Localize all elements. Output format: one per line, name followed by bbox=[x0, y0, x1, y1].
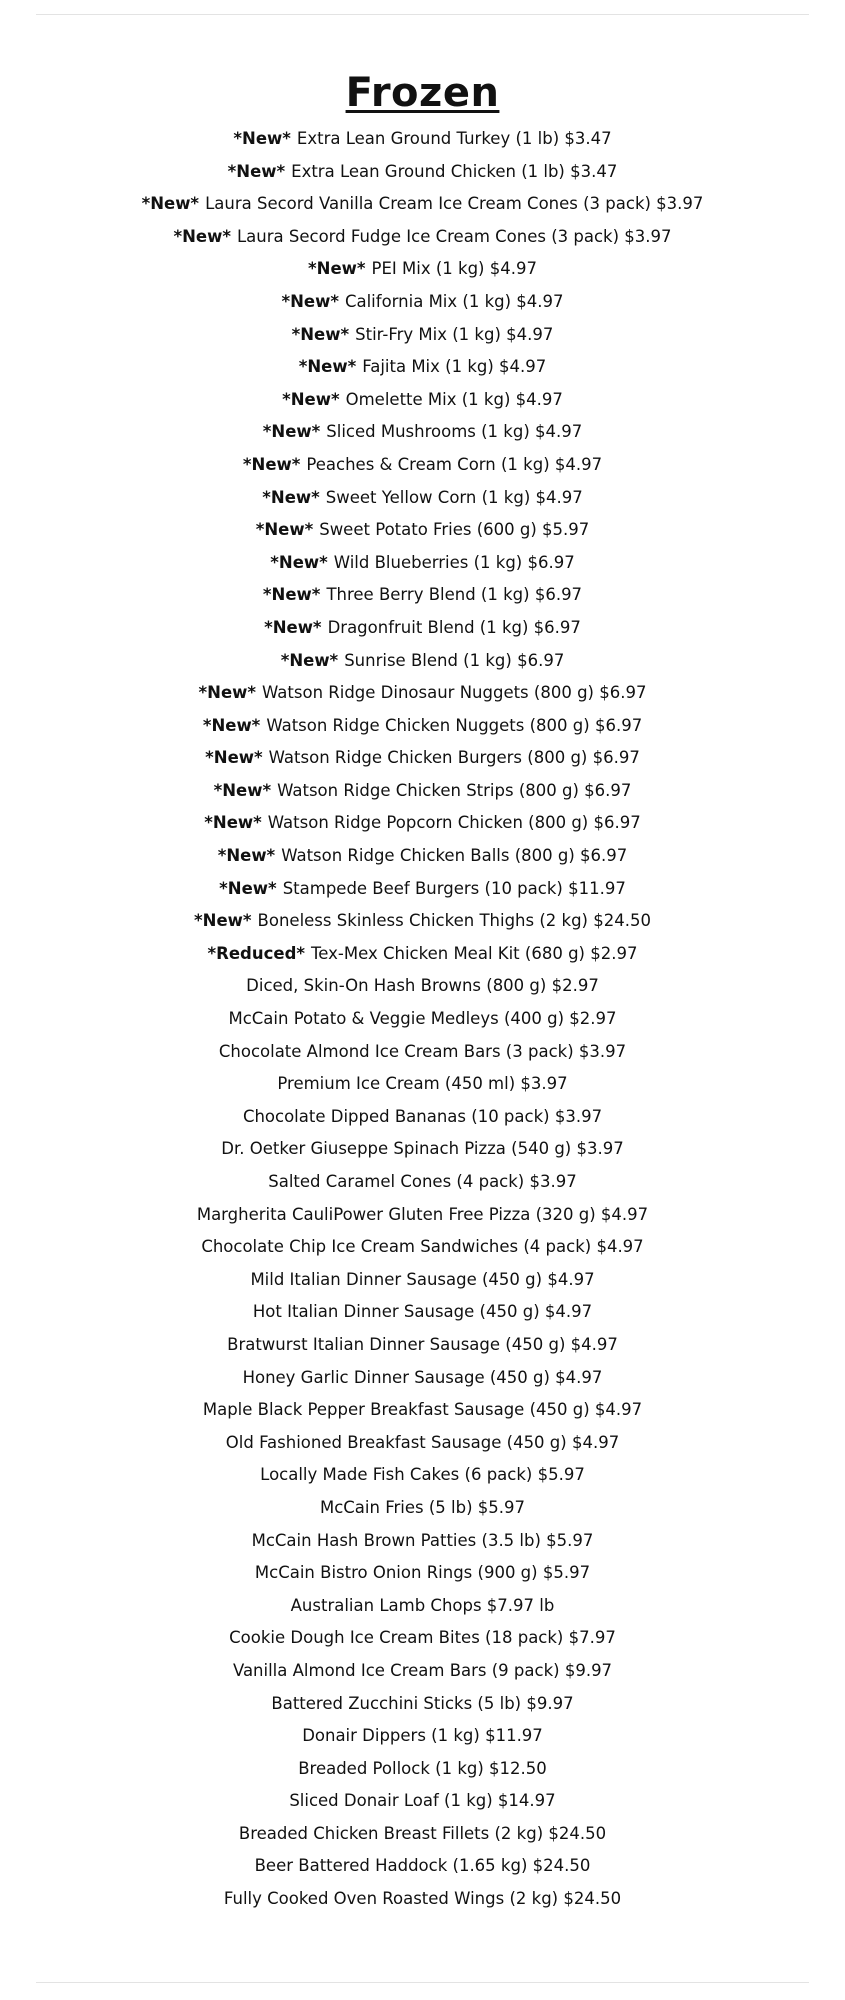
item-text: Beer Battered Haddock (1.65 kg) $24.50 bbox=[254, 1856, 591, 1876]
item-tag: *New* bbox=[298, 357, 357, 377]
item-tag: *New* bbox=[194, 911, 252, 931]
item-text: Extra Lean Ground Turkey (1 lb) $3.47 bbox=[296, 129, 612, 148]
list-item bbox=[0, 807, 845, 840]
item-tag: *New* bbox=[219, 878, 277, 898]
item-tag: *New* bbox=[227, 161, 286, 181]
list-item bbox=[0, 1264, 845, 1297]
item-text: Watson Ridge Chicken Nuggets (800 g) $6.97 bbox=[266, 715, 643, 735]
item-text: Cookie Dough Ice Cream Bites (18 pack) $7.97 bbox=[229, 1628, 616, 1648]
list-item bbox=[0, 1622, 845, 1655]
item-text: Sweet Yellow Corn (1 kg) $4.97 bbox=[325, 487, 583, 507]
item-text: Watson Ridge Chicken Balls (800 g) $6.97 bbox=[281, 846, 628, 866]
item-tag: *New* bbox=[213, 780, 272, 800]
list-item bbox=[0, 1525, 845, 1558]
list-item bbox=[0, 873, 845, 906]
item-text: Bratwurst Italian Dinner Sausage (450 g) $4.97 bbox=[227, 1334, 618, 1354]
list-item bbox=[0, 221, 845, 254]
list-item bbox=[0, 579, 845, 612]
list-item bbox=[0, 1883, 845, 1916]
item-tag: *New* bbox=[262, 487, 320, 507]
item-text: Fully Cooked Oven Roasted Wings (2 kg) $24.50 bbox=[223, 1889, 622, 1909]
item-tag: *New* bbox=[202, 715, 261, 735]
list-item bbox=[0, 1133, 845, 1166]
item-text: Chocolate Chip Ice Cream Sandwiches (4 pack) $4.97 bbox=[201, 1237, 644, 1257]
item-tag: *New* bbox=[281, 291, 339, 311]
item-tag: *New* bbox=[264, 617, 322, 637]
item-text: McCain Hash Brown Patties (3.5 lb) $5.97 bbox=[251, 1530, 594, 1550]
item-text: Wild Blueberries (1 kg) $6.97 bbox=[333, 552, 575, 572]
item-tag: *New* bbox=[205, 748, 263, 768]
list-item bbox=[0, 1427, 845, 1460]
list-item bbox=[0, 1557, 845, 1590]
item-text: Laura Secord Vanilla Cream Ice Cream Cones (3 pack) $3.97 bbox=[205, 194, 704, 214]
list-item bbox=[0, 1036, 845, 1069]
item-text: Sunrise Blend (1 kg) $6.97 bbox=[344, 650, 565, 670]
item-text: Stampede Beef Burgers (10 pack) $11.97 bbox=[282, 878, 626, 898]
item-text: Three Berry Blend (1 kg) $6.97 bbox=[326, 585, 583, 605]
list-item bbox=[0, 775, 845, 808]
item-text: Peaches & Cream Corn (1 kg) $4.97 bbox=[306, 454, 603, 474]
item-text: Margherita CauliPower Gluten Free Pizza (320 g) $4.97 bbox=[196, 1204, 649, 1224]
list-item bbox=[0, 384, 845, 417]
item-tag: *New* bbox=[270, 552, 328, 572]
item-text: Watson Ridge Chicken Strips (800 g) $6.97 bbox=[277, 780, 632, 800]
top-divider bbox=[36, 14, 809, 15]
item-text: Diced, Skin-On Hash Browns (800 g) $2.97 bbox=[246, 976, 599, 996]
item-text: Australian Lamb Chops $7.97 lb bbox=[290, 1595, 555, 1615]
item-text: Donair Dippers (1 kg) $11.97 bbox=[302, 1726, 543, 1746]
list-item bbox=[0, 1166, 845, 1199]
item-tag: *New* bbox=[291, 324, 350, 344]
item-text: Omelette Mix (1 kg) $4.97 bbox=[345, 389, 563, 409]
list-item bbox=[0, 123, 845, 156]
item-text: Premium Ice Cream (450 ml) $3.97 bbox=[277, 1074, 568, 1094]
list-item bbox=[0, 1459, 845, 1492]
item-text: PEI Mix (1 kg) $4.97 bbox=[371, 259, 537, 279]
item-text: Breaded Chicken Breast Fillets (2 kg) $24.50 bbox=[238, 1823, 607, 1843]
list-item bbox=[0, 547, 845, 580]
item-tag: *New* bbox=[255, 520, 314, 540]
item-text: Breaded Pollock (1 kg) $12.50 bbox=[298, 1758, 547, 1778]
item-text: California Mix (1 kg) $4.97 bbox=[344, 291, 564, 311]
list-item bbox=[0, 514, 845, 547]
item-text: Watson Ridge Popcorn Chicken (800 g) $6.97 bbox=[267, 813, 641, 833]
item-tag: *New* bbox=[173, 226, 231, 246]
item-tag: *New* bbox=[198, 683, 257, 703]
item-text: Maple Black Pepper Breakfast Sausage (450 g) $4.97 bbox=[202, 1400, 643, 1420]
list-item bbox=[0, 319, 845, 352]
list-item bbox=[0, 742, 845, 775]
item-text: Chocolate Almond Ice Cream Bars (3 pack) $3.97 bbox=[218, 1041, 627, 1061]
list-item bbox=[0, 253, 845, 286]
list-item bbox=[0, 1688, 845, 1721]
item-tag: *New* bbox=[141, 194, 200, 214]
list-item bbox=[0, 1394, 845, 1427]
list-item bbox=[0, 1199, 845, 1232]
item-text: McCain Potato & Veggie Medleys (400 g) $2.97 bbox=[228, 1009, 617, 1029]
list-item bbox=[0, 1850, 845, 1883]
item-text: Battered Zucchini Sticks (5 lb) $9.97 bbox=[271, 1693, 574, 1713]
list-item bbox=[0, 710, 845, 743]
item-text: Sweet Potato Fries (600 g) $5.97 bbox=[319, 520, 590, 540]
item-tag: *New* bbox=[282, 389, 340, 409]
list-item bbox=[0, 612, 845, 645]
page-title: Frozen bbox=[345, 69, 500, 116]
item-tag: *New* bbox=[217, 846, 276, 866]
item-text: Hot Italian Dinner Sausage (450 g) $4.97 bbox=[252, 1302, 593, 1322]
list-item bbox=[0, 1068, 845, 1101]
item-text: Watson Ridge Chicken Burgers (800 g) $6.97 bbox=[268, 748, 640, 768]
list-item bbox=[0, 1101, 845, 1134]
list-item bbox=[0, 351, 845, 384]
list-item bbox=[0, 1818, 845, 1851]
item-text: Boneless Skinless Chicken Thighs (2 kg) $24.50 bbox=[257, 911, 651, 931]
item-text: Locally Made Fish Cakes (6 pack) $5.97 bbox=[260, 1465, 585, 1485]
list-item bbox=[0, 1590, 845, 1623]
item-tag: *New* bbox=[280, 650, 339, 670]
item-text: Tex-Mex Chicken Meal Kit (680 g) $2.97 bbox=[311, 943, 638, 963]
list-item bbox=[0, 286, 845, 319]
item-tag: *New* bbox=[204, 813, 262, 833]
list-item bbox=[0, 482, 845, 515]
item-text: McCain Bistro Onion Rings (900 g) $5.97 bbox=[254, 1563, 591, 1583]
item-text: Stir-Fry Mix (1 kg) $4.97 bbox=[355, 324, 554, 344]
list-item bbox=[0, 905, 845, 938]
item-tag: *New* bbox=[262, 585, 321, 605]
list-item bbox=[0, 449, 845, 482]
list-item bbox=[0, 1003, 845, 1036]
item-text: Watson Ridge Dinosaur Nuggets (800 g) $6.97 bbox=[262, 683, 647, 703]
item-text: Mild Italian Dinner Sausage (450 g) $4.97 bbox=[250, 1269, 595, 1289]
item-text: Laura Secord Fudge Ice Cream Cones (3 pack) $3.97 bbox=[236, 226, 672, 246]
item-text: McCain Fries (5 lb) $5.97 bbox=[319, 1497, 526, 1517]
item-tag: *New* bbox=[262, 422, 321, 442]
list-item bbox=[0, 1655, 845, 1688]
list-item bbox=[0, 938, 845, 971]
item-text: Extra Lean Ground Chicken (1 lb) $3.47 bbox=[291, 161, 618, 181]
bottom-divider bbox=[36, 1982, 809, 1983]
item-text: Sliced Mushrooms (1 kg) $4.97 bbox=[326, 422, 583, 442]
item-text: Honey Garlic Dinner Sausage (450 g) $4.97 bbox=[242, 1367, 603, 1387]
item-tag: *New* bbox=[308, 259, 366, 279]
item-text: Salted Caramel Cones (4 pack) $3.97 bbox=[268, 1172, 577, 1191]
list-item bbox=[0, 645, 845, 678]
list-item bbox=[0, 1231, 845, 1264]
list-item bbox=[0, 1720, 845, 1753]
item-text: Vanilla Almond Ice Cream Bars (9 pack) $9.97 bbox=[232, 1660, 613, 1680]
item-tag: *Reduced* bbox=[207, 943, 306, 963]
item-text: Chocolate Dipped Bananas (10 pack) $3.97 bbox=[242, 1106, 603, 1126]
list-item bbox=[0, 677, 845, 710]
list-item bbox=[0, 188, 845, 221]
item-text: Sliced Donair Loaf (1 kg) $14.97 bbox=[289, 1791, 556, 1811]
item-text: Fajita Mix (1 kg) $4.97 bbox=[362, 357, 547, 377]
list-item bbox=[0, 1785, 845, 1818]
list-item bbox=[0, 1296, 845, 1329]
item-tag: *New* bbox=[233, 129, 291, 148]
list-item bbox=[0, 416, 845, 449]
list-item bbox=[0, 1753, 845, 1786]
item-text: Old Fashioned Breakfast Sausage (450 g) $4.97 bbox=[225, 1432, 620, 1452]
list-item bbox=[0, 1492, 845, 1525]
list-item bbox=[0, 840, 845, 873]
item-tag: *New* bbox=[242, 454, 301, 474]
item-text: Dragonfruit Blend (1 kg) $6.97 bbox=[327, 617, 581, 637]
list-item bbox=[0, 156, 845, 189]
list-item bbox=[0, 1329, 845, 1362]
list-item bbox=[0, 1362, 845, 1395]
item-text: Dr. Oetker Giuseppe Spinach Pizza (540 g) $3.97 bbox=[221, 1139, 624, 1159]
product-list bbox=[0, 123, 845, 1916]
list-item bbox=[0, 970, 845, 1003]
